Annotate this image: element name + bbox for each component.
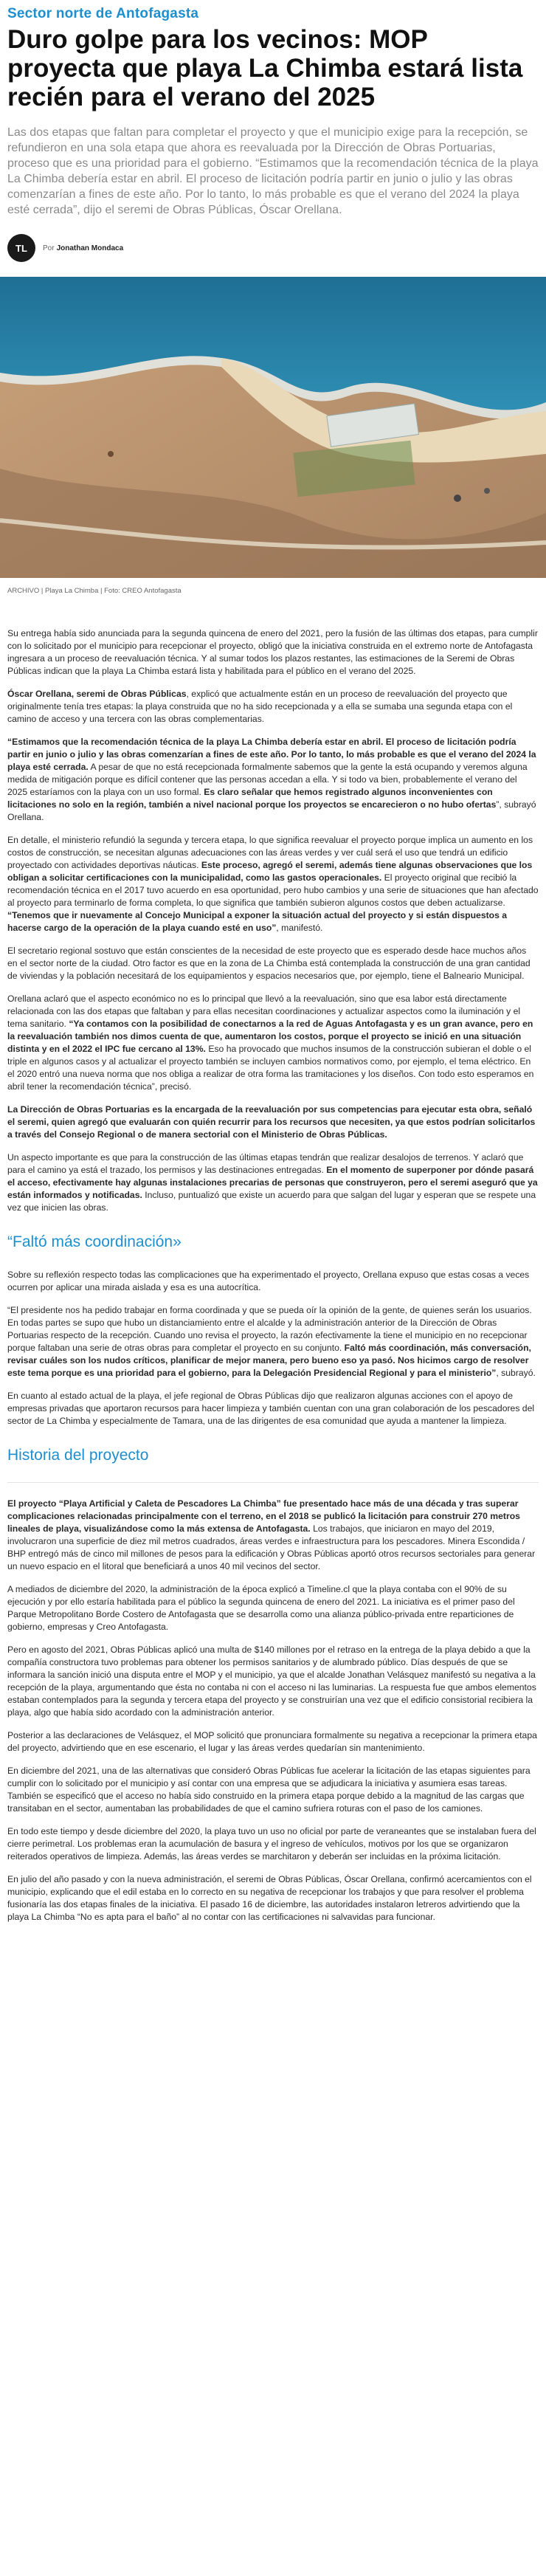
byline [7, 234, 539, 262]
text: Eso ha provocado que muchos insumos de la construcción subieran el doble o el triple en algunos casos y al actualizar el proyecto también se incluyen cambios normativos como, por ejemplo, el tema eléctrico. En el 2020 entró una nueva norma que nos obliga a realizar de otra forma las tramitaciones y los diseños. Con todo esto esperamos en abril tener la recomendación técnica”, precisó. [7, 1044, 534, 1092]
by-label: Por [43, 244, 55, 252]
text: En detalle, el ministerio refundió la segunda y tercera etapa, lo que significa reevaluar el proyecto porque implica un aumento en los costos de construcción, se necesitan algunas adecuaciones con las áreas verdes y ver cuál será el uso que tendrá un edificio proyectado con actividades deportivas náuticas. [7, 835, 533, 870]
text: Orellana aclaró que el aspecto económico no es lo principal que llevó a la reevaluación, sino que esa labor está directamente relacionada con las dos etapas que faltaban y para ellas necesitan coordinaciones y actualizar aspectos como la iluminación y el tema sanitario. [7, 993, 521, 1029]
lead-paragraph: Las dos etapas que faltan para completar el proyecto y que el municipio exige para la recepción, se refundieron en una sola etapa que ahora es reevaluada por la Dirección de Obras Portuarias, proceso que es una prioridad para el gobierno. “Estimamos que la recomendación técnica de la playa La Chimba debería estar en abril. El proceso de licitación podría partir en junio o julio y las obras comenzarían a fines de este año. Por lo tanto, lo más probable es que el verano del 2024 la playa esté cerrada”, dijo el seremi de Obras Públicas, Óscar Orellana. [7, 126, 539, 216]
bold-text: El proyecto “Playa Artificial y Caleta de Pescadores La Chimba” fue presentado hace más de una década y tras superar complicaciones relacionadas principalmente con el terreno, en el 2018 se publicó la licitación para construir 270 metros lineales de playa, visualizándose como la más extensa de Antofagasta. [7, 1498, 520, 1534]
bold-text: “Ya contamos con la posibilidad de conectarnos a la red de Aguas Antofagasta y es un gran avance, pero en la reevaluación también nos dimos cuenta de que, aumentaron los costos, porque el proyecto se inició en una situación distinta y en el 2022 el IPC fue cercano al 13%. [7, 1019, 533, 1054]
photo-caption: ARCHIVO | Playa La Chimba | Foto: CREO Antofagasta [7, 587, 182, 595]
subheading: Historia del proyecto [7, 1447, 149, 1464]
paragraph: A mediados de diciembre del 2020, la administración de la época explicó a Timeline.cl que la playa contaba con el 90% de su ejecución y por ello estaría habilitada para el público la segunda quincena de enero del 2021. La iniciativa es el primer paso del Parque Metropolitano Borde Costero de Antofagasta que se desarrolla como una alianza público-privada entre reparticiones de gobierno, empresas y Creo Antofagasta. [7, 1584, 515, 1632]
section-tag[interactable]: Sector norte de Antofagasta [7, 6, 199, 21]
article [0, 6, 546, 1924]
bold-text: Es claro señalar que hemos registrado algunos inconvenientes con licitaciones no solo en la región, también a nivel nacional porque los proyectos se encarecieron o no hubo ofertas [7, 787, 497, 810]
author-name[interactable]: Jonathan Mondaca [56, 244, 124, 252]
text: Los trabajos, que iniciaron en mayo del 2019, involucraron una superficie de diez mil metros cuadrados, áreas verdes e infraestructura para los pescadores. Minera Escondida / BHP entregó más de cinco mil millones de pesos para la edificación y Obras Públicas aportó otros recursos sectoriales para generar un nuevo espacio en el litoral que beneficiará a unos 40 mil vecinos del sector. [7, 1523, 536, 1571]
text: Incluso, puntualizó que existe un acuerdo para que salgan del lugar y esperan que se respete una vez que inicien las obras. [7, 1190, 536, 1213]
bold-text: La Dirección de Obras Portuarias es la encargada de la reevaluación por sus competencias para ejecutar esta obra, señaló el seremi, quien agregó que evaluarán con quién recurrir para los recursos que necesiten, ya que estos podrían solicitarlos a través del Consejo Regional o de manera sectorial con el Ministerio de Obras Públicas. [7, 1104, 536, 1140]
bold-text: Óscar Orellana, seremi de Obras Públicas [7, 689, 187, 699]
paragraph: En cuanto al estado actual de la playa, el jefe regional de Obras Públicas dijo que realizaron algunas acciones con el apoyo de empresas privadas que aportaron recursos para hacer limpieza y también cuentan con una gran colaboración de los pescadores del sector de La Chimba y especialmente de Tamara, una de las dirigentes de esa comunidad que ayuda a mantener la limpieza. [7, 1391, 535, 1426]
bold-text: “Estimamos que la recomendación técnica de la playa La Chimba debería estar en abril. El proceso de licitación podría partir en junio o julio y las obras comenzarían a fines de este año. Por lo tanto, lo más probable es que el verano del 2024 la playa esté cerrada. [7, 737, 536, 772]
paragraph: Pero en agosto del 2021, Obras Públicas aplicó una multa de $140 millones por el retraso en la entrega de la playa debido a que la compañía constructora tuvo problemas para obtener los permisos sanitarios y de alumbrado público. Días después de que se informara la sanción inició una disputa entre el MOP y el municipio, ya que el alcalde Jonathan Velásquez manifestó su negativa a la recepción de la playa, argumentando que ésta no contaba ni con el acceso ni las luminarias. La respuesta fue que ambos elementos estaban contemplados para la segunda y tercera etapa del proyecto y se construirían una vez que el edificio consistorial recibiera la playa, algo que había sido acordado con la administración anterior. [7, 1645, 536, 1718]
text: “El presidente nos ha pedido trabajar en forma coordinada y que se pueda oír la opinión de la gente, de quienes serán los usuarios. En todas partes se supo que hubo un distanciamiento entre el alcalde y la administración anterior de la Dirección de Obras Portuarias respecto de la recepción. Cuando uno revisa el proyecto, la razón efectivamente la tiene el municipio en no recepcionar porque faltaban una serie de otras obras para completar el proyecto en su conjunto. [7, 1305, 532, 1353]
text: A pesar de que no está recepcionada formalmente sabemos que la gente la está ocupando y veremos alguna medida de mitigación porque es difícil contener que las personas accedan a ella. Y si todo va bien, probablemente el verano del 2025 estaríamos con la playa con un uso formal. [7, 762, 528, 797]
text: ”, subrayó Orellana. [7, 799, 536, 822]
paragraph: En diciembre del 2021, una de las alternativas que consideró Obras Públicas fue acelerar la licitación de las etapas siguientes para cumplir con lo solicitado por el municipio y así contar con una empresa que se adjudicara la iniciativa y asumiera esas tareas. También se especificó que el acceso no había sido construido en la primera etapa porque debido a la magnitud de las cargas que transitaban en el sector, aumentaban las probabilidades de que el camino sufriera roturas con el paso de los camiones. [7, 1766, 531, 1814]
paragraph [7, 736, 539, 824]
text: , manifestó. [276, 923, 323, 933]
text: Un aspecto importante es que para la construcción de las últimas etapas tendrán que realizar desalojos de terrenos. Y aclaró que para el camino ya está el trazado, los permisos y las destinaciones entregadas. [7, 1152, 524, 1175]
paragraph [7, 1498, 539, 1573]
paragraph [7, 688, 539, 726]
paragraph [7, 993, 539, 1093]
bold-text: Faltó más coordinación, más conversación, revisar cuáles son los nudos críticos, planificar de mejor manera, pero bueno eso ya pasó. Nos hicimos cargo de resolver este tema porque es una prioridad para el gobierno, para la Delegación Presidencial Regional y para el ministerio” [7, 1343, 531, 1378]
paragraph [7, 834, 539, 934]
paragraph [7, 1151, 539, 1214]
paragraph: Sobre su reflexión respecto todas las complicaciones que ha experimentado el proyecto, Orellana expuso que estas cosas a veces ocurren por aplicar una mirada aislada y esa es una autocrítica. [7, 1270, 530, 1292]
paragraph: En julio del año pasado y con la nueva administración, el seremi de Obras Públicas, Óscar Orellana, confirmó acercamientos con el municipio, explicando que el edil estaba en lo correcto en su negativa de recepcionar los trabajos y que para resolver el problema fusionaría las dos etapas finales de la iniciativa. El pasado 16 de diciembre, las autoridades instalaron letreros advirtiendo que la playa La Chimba “No es apta para el baño” al no contar con las certificaciones ni salvavidas para funcionar. [7, 1874, 532, 1922]
bold-text: En el momento de superponer por dónde pasará el acceso, efectivamente hay algunas instalaciones precarias de personas que construyeron, pero el seremi aseguró que ya están informados y notificadas. [7, 1165, 538, 1200]
headline: Duro golpe para los vecinos: MOP proyecta que playa La Chimba estará lista recién para el verano del 2025 [7, 25, 523, 111]
divider [7, 1482, 539, 1483]
text: El proyecto original que recibió la recomendación técnica en el 2017 tuvo acuerdo en esa oportunidad, pero hubo cambios y una serie de situaciones que han afectado al proyecto para terminarlo de forma completa, lo que significa que también subieron algunos costos que deben actualizarse. [7, 872, 539, 908]
beach-aerial-photo [0, 277, 546, 578]
paragraph: En todo este tiempo y desde diciembre del 2020, la playa tuvo un uso no oficial por parte de veraneantes que se instalaban fuera del cierre perimetral. Los problemas eran la acumulación de basura y el ingreso de vehículos, motivos por los que se organizaron reiterados operativos de limpieza. Además, las áreas verdes se marchitaron y deberán ser incluidas en la próxima licitación. [7, 1826, 536, 1862]
text: , subrayó. [496, 1368, 536, 1378]
bold-text: “Tenemos que ir nuevamente al Concejo Municipal a exponer la situación actual del proyecto y si están dispuestos a hacerse cargo de la operación de la playa cuando esté en uso” [7, 910, 508, 933]
paragraph [7, 1103, 539, 1141]
paragraph [7, 1304, 539, 1380]
paragraph: Su entrega había sido anunciada para la segunda quincena de enero del 2021, pero la fusión de las últimas dos etapas, para cumplir con lo solicitado por el municipio para recepcionar el proyecto, obligó que la iniciativa construida en el extremo norte de Antofagasta ingresara a un proceso de reevaluación técnica. Y al sumar todos los plazos restantes, las estimaciones de la Seremi de Obras Públicas indican que la playa La Chimba estará lista y habilitada para el público en el verano del 2025. [7, 628, 538, 676]
article-body [7, 627, 539, 1924]
paragraph: Posterior a las declaraciones de Velásquez, el MOP solicitó que pronunciara formalmente su negativa a recepcionar la primera etapa del proyecto, advirtiendo que en ese escenario, el lugar y las áreas verdes quedarían sin mantenimiento. [7, 1730, 537, 1753]
paragraph: El secretario regional sostuvo que están conscientes de la necesidad de este proyecto que es esperado desde hace muchos años en el sector norte de la ciudad. Otro factor es que en la zona de La Chimba está contemplada la construcción de una gran cantidad de viviendas y la población necesitará de los equipamientos y espacios necesarios que, por ejemplo, tiene el Balneario Municipal. [7, 946, 531, 981]
bold-text: Este proceso, agregó el seremi, además tiene algunas observaciones que los obligan a solicitar certificaciones con la municipalidad, como las gastos operacionales. [7, 860, 533, 883]
text: , explicó que actualmente están en un proceso de reevaluación del proyecto que originalmente tenía tres etapas: la playa construida que no ha sido recepcionada y a ella se sumaba una segunda etapa con el camino de acceso y una tercera con las obras complementarias. [7, 689, 513, 724]
author-avatar[interactable]: TL [7, 234, 35, 262]
subheading: “Faltó más coordinación» [7, 1233, 182, 1250]
